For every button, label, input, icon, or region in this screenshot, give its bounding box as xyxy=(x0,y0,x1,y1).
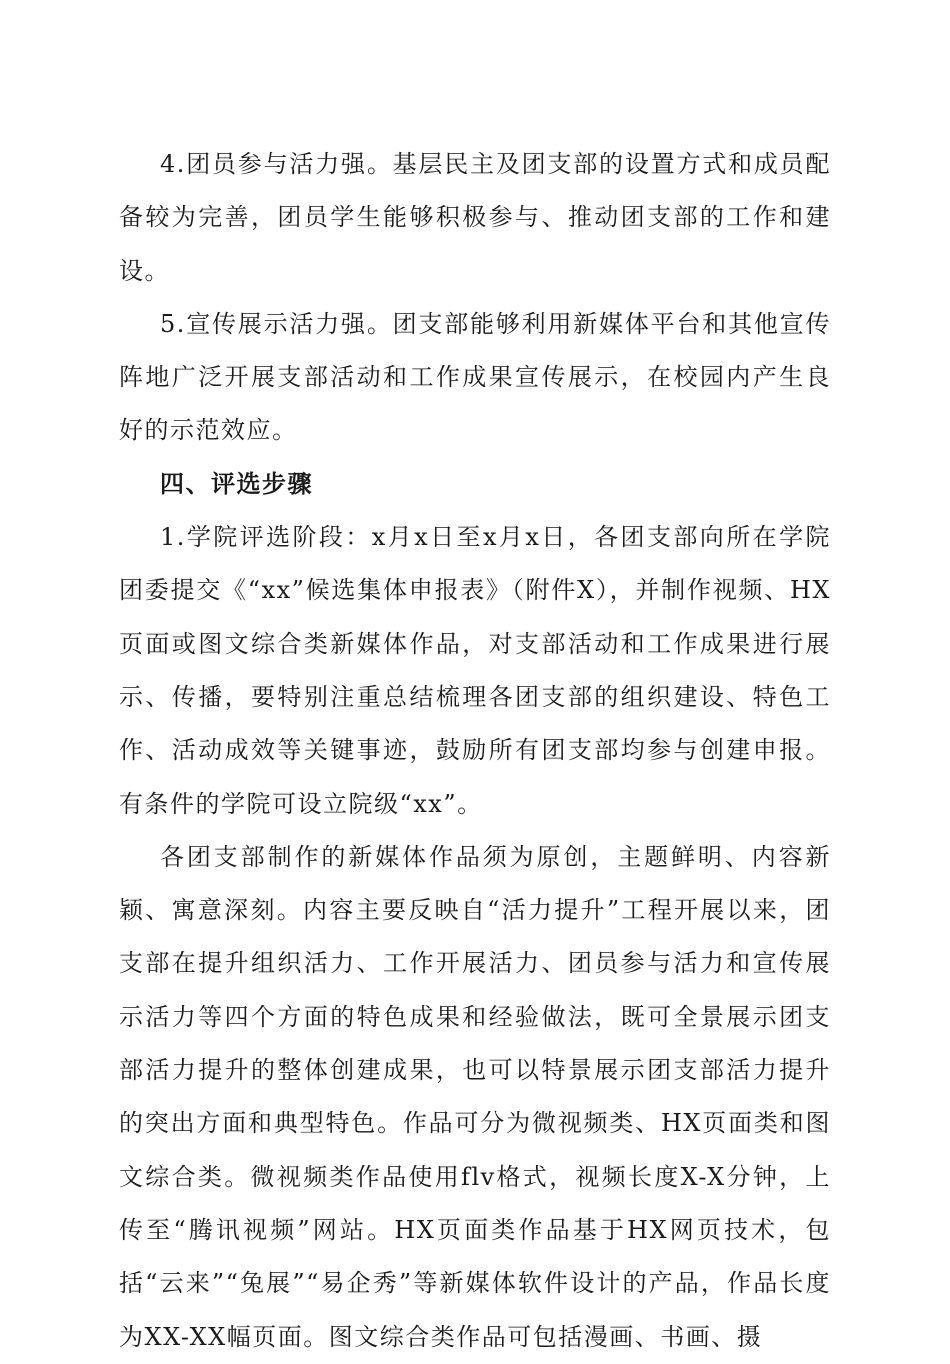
paragraph-new-media-works: 各团支部制作的新媒体作品须为原创，主题鲜明、内容新颖、寓意深刻。内容主要反映自“活力提升”工程开展以来，团支部在提升组织活力、工作开展活力、团员参与活力和宣传展示活力等四个方面的特色成果和经验做法，既可全景展示团支部活力提升的整体创建成果，也可以特景展示团支部活力提升的突出方面和典型特色。作品可分为微视频类、HX页面类和图文综合类。微视频类作品使用flv格式，视频长度X-X分钟，上传至“腾讯视频”网站。HX页面类作品基于HX网页技术，包括“云来”“兔展”“易企秀”等新媒体软件设计的产品，作品长度为XX-XX幅页面。图文综合类作品可包括漫画、书画、摄 xyxy=(119,842,831,1351)
document-body xyxy=(119,138,831,1364)
paragraph-college-selection-stage: 1.学院评选阶段：x月x日至x月x日，各团支部向所在学院团委提交《“xx”候选集体申报表》（附件X），并制作视频、HX页面或图文综合类新媒体作品，对支部活动和工作成果进行展示、传播，要特别注重总结梳理各团支部的组织建设、特色工作、活动成效等关键事迹，鼓励所有团支部均参与创建申报。有条件的学院可设立院级“xx”。 xyxy=(119,523,831,818)
paragraph-member-participation: 4.团员参与活力强。基层民主及团支部的设置方式和成员配备较为完善，团员学生能够积极参与、推动团支部的工作和建设。 xyxy=(119,150,831,285)
paragraph-publicity-display: 5.宣传展示活力强。团支部能够利用新媒体平台和其他宣传阵地广泛开展支部活动和工作成果宣传展示，在校园内产生良好的示范效应。 xyxy=(119,309,831,445)
section-heading-selection-steps: 四、评选步骤 xyxy=(160,469,313,498)
